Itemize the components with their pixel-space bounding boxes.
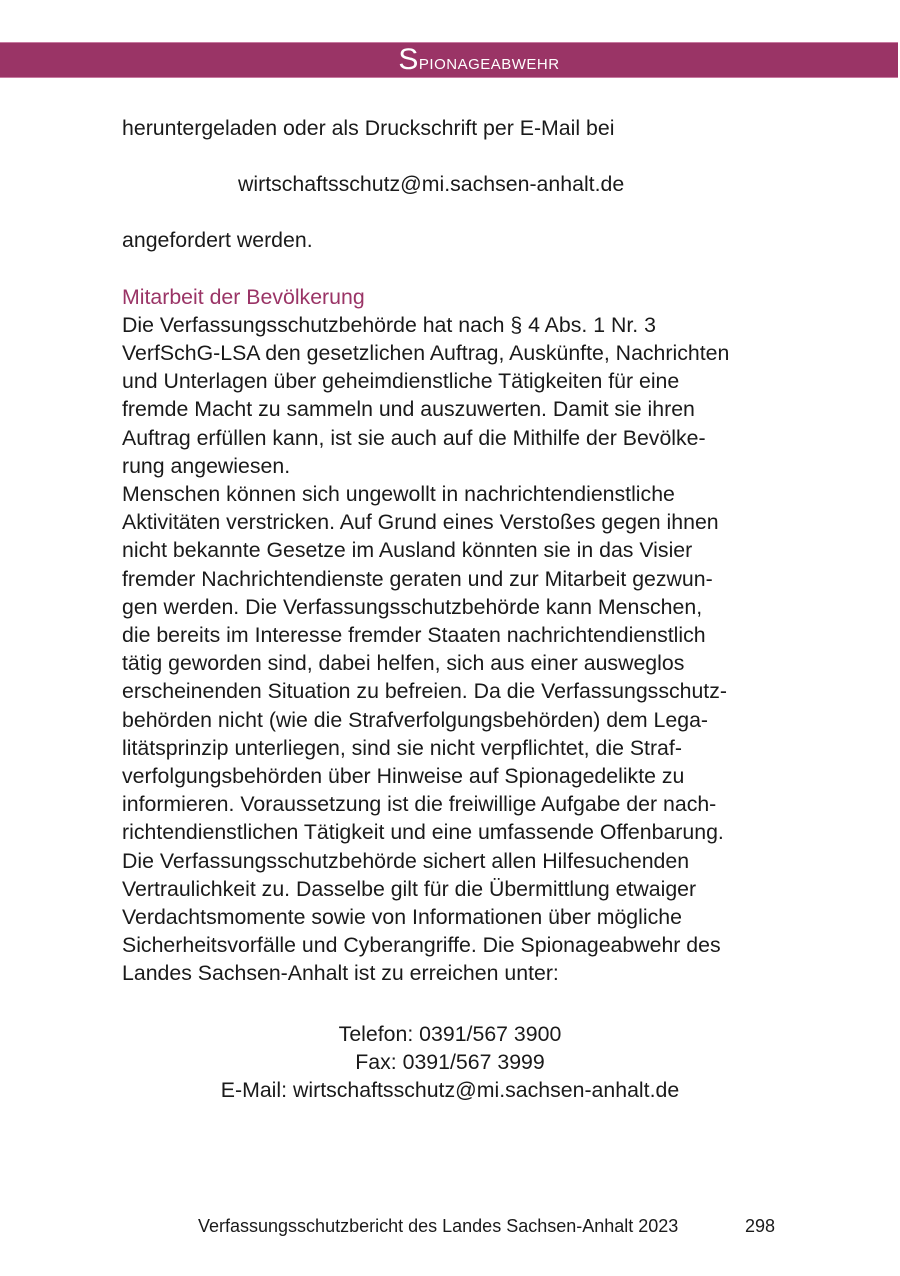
paragraph-line: Die Verfassungsschutzbehörde sichert allen Hilfesuchenden [122, 848, 690, 873]
paragraph-line: Verdachtsmomente sowie von Informationen über mögliche [122, 905, 682, 930]
paragraph-line: Die Verfassungsschutzbehörde hat nach § 4 Abs. 1 Nr. 3 [122, 312, 656, 337]
paragraph-line: nicht bekannte Gesetze im Ausland könnten sie in das Visier [122, 538, 693, 563]
paragraph-line: Auftrag erfüllen kann, ist sie auch auf die Mithilfe der Bevölke- [122, 425, 706, 450]
section-title-rest: pionageabwehr [418, 49, 560, 74]
paragraph-line: Vertraulichkeit zu. Dasselbe gilt für die Übermittlung etwaiger [122, 876, 697, 901]
paragraph-line: VerfSchG-LSA den gesetzlichen Auftrag, Auskünfte, Nachrichten [122, 341, 730, 366]
section-paragraph [122, 311, 802, 988]
paragraph-line: informieren. Voraussetzung ist die freiwillige Aufgabe der nach- [122, 792, 717, 817]
paragraph-line: gen werden. Die Verfassungsschutzbehörde kann Menschen, [122, 594, 703, 619]
paragraph-line: fremde Macht zu sammeln und auszuwerten. Damit sie ihren [122, 397, 695, 422]
contact-block [122, 1020, 778, 1105]
paragraph-line: Sicherheitsvorfälle und Cyberangriffe. Die Spionageabwehr des [122, 933, 721, 958]
paragraph-line: fremder Nachrichtendienste geraten und zur Mitarbeit gezwun- [122, 566, 713, 591]
contact-email-line [122, 1076, 778, 1104]
section-heading: Mitarbeit der Bevölkerung [122, 284, 365, 309]
section-title-initial: S [398, 43, 419, 76]
section-header-bar [0, 42, 898, 78]
paragraph-line: behörden nicht (wie die Strafverfolgungsbehörden) dem Lega- [122, 707, 709, 732]
contact-email-label: E-Mail: [220, 1078, 293, 1103]
paragraph-line: rung angewiesen. [122, 453, 291, 478]
section-title [338, 45, 559, 77]
paragraph-line: die bereits im Interesse fremder Staaten nachrichtendienstlich [122, 623, 706, 648]
paragraph-line: und Unterlagen über geheimdienstliche Tätigkeiten für eine [122, 369, 680, 394]
intro-email [122, 170, 802, 198]
contact-fax: Fax: 0391/567 3999 [355, 1050, 545, 1075]
intro-line-1: heruntergeladen oder als Druckschrift per E-Mail bei [122, 116, 615, 140]
paragraph-line: Aktivitäten verstricken. Auf Grund eines Verstoßes gegen ihnen [122, 510, 719, 535]
paragraph-line: litätsprinzip unterliegen, sind sie nicht verpflichtet, die Straf- [122, 735, 682, 760]
intro-line-3: angefordert werden. [122, 228, 313, 253]
paragraph-line: verfolgungsbehörden über Hinweise auf Spionagedelikte zu [122, 764, 685, 789]
page-number: 298 [745, 1216, 776, 1236]
spacer [122, 198, 802, 226]
paragraph-line: richtendienstlichen Tätigkeit und eine umfassende Offenbarung. [122, 820, 724, 845]
contact-email-link[interactable]: wirtschaftsschutz@mi.sachsen-anhalt.de [292, 1078, 680, 1103]
paragraph-line: erscheinenden Situation zu befreien. Da die Verfassungsschutz- [122, 679, 727, 704]
paragraph-line: Menschen können sich ungewollt in nachrichtendienstliche [122, 482, 675, 507]
paragraph-line: Landes Sachsen-Anhalt ist zu erreichen unter: [122, 961, 559, 986]
spacer [122, 142, 802, 170]
intro-email-link[interactable]: wirtschaftsschutz@mi.sachsen-anhalt.de [238, 172, 625, 197]
paragraph-line: tätig geworden sind, dabei helfen, sich aus einer ausweglos [122, 651, 685, 676]
page-body [122, 114, 802, 988]
contact-phone: Telefon: 0391/567 3900 [338, 1022, 562, 1046]
footer-title: Verfassungsschutzbericht des Landes Sachsen-Anhalt 2023 [198, 1216, 679, 1236]
spacer [122, 255, 802, 283]
